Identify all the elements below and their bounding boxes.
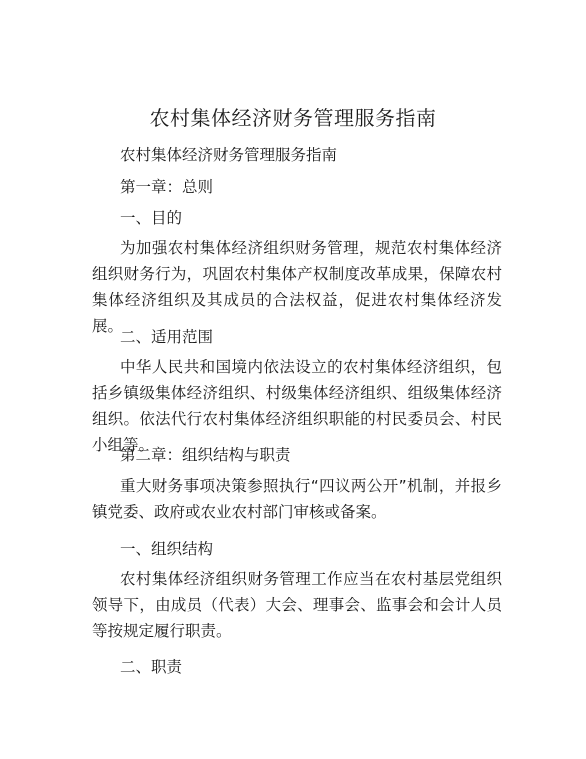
document-subtitle: 农村集体经济财务管理服务指南 xyxy=(120,146,338,164)
section-heading-scope: 二、适用范围 xyxy=(120,328,214,346)
section-heading-duties: 二、职责 xyxy=(120,658,183,676)
paragraph-scope: 中华人民共和国境内依法设立的农村集体经济组织，包括乡镇级集体经济组织、村级集体经济组织、组级集体经济组织。依法代行农村集体经济组织职能的村民委员会、村民小组等。 xyxy=(92,358,502,454)
document-title: 农村集体经济财务管理服务指南 xyxy=(149,106,437,130)
paragraph-structure: 农村集体经济组织财务管理工作应当在农村基层党组织领导下，由成员（代表）大会、理事会、监事会和会计人员等按规定履行职责。 xyxy=(92,570,502,640)
section-heading-purpose: 一、目的 xyxy=(120,209,183,227)
chapter-heading-1: 第一章：总则 xyxy=(120,178,214,196)
section-heading-structure: 一、组织结构 xyxy=(120,540,214,558)
paragraph-purpose: 为加强农村集体经济组织财务管理，规范农村集体经济组织财务行为，巩固农村集体产权制度改革成果，保障农村集体经济组织及其成员的合法权益，促进农村集体经济发展。 xyxy=(92,239,502,335)
paragraph-major-matters: 重大财务事项决策参照执行“四议两公开”机制，并报乡镇党委、政府或农业农村部门审核或备案。 xyxy=(92,477,502,521)
chapter-heading-2: 第二章：组织结构与职责 xyxy=(120,446,291,464)
